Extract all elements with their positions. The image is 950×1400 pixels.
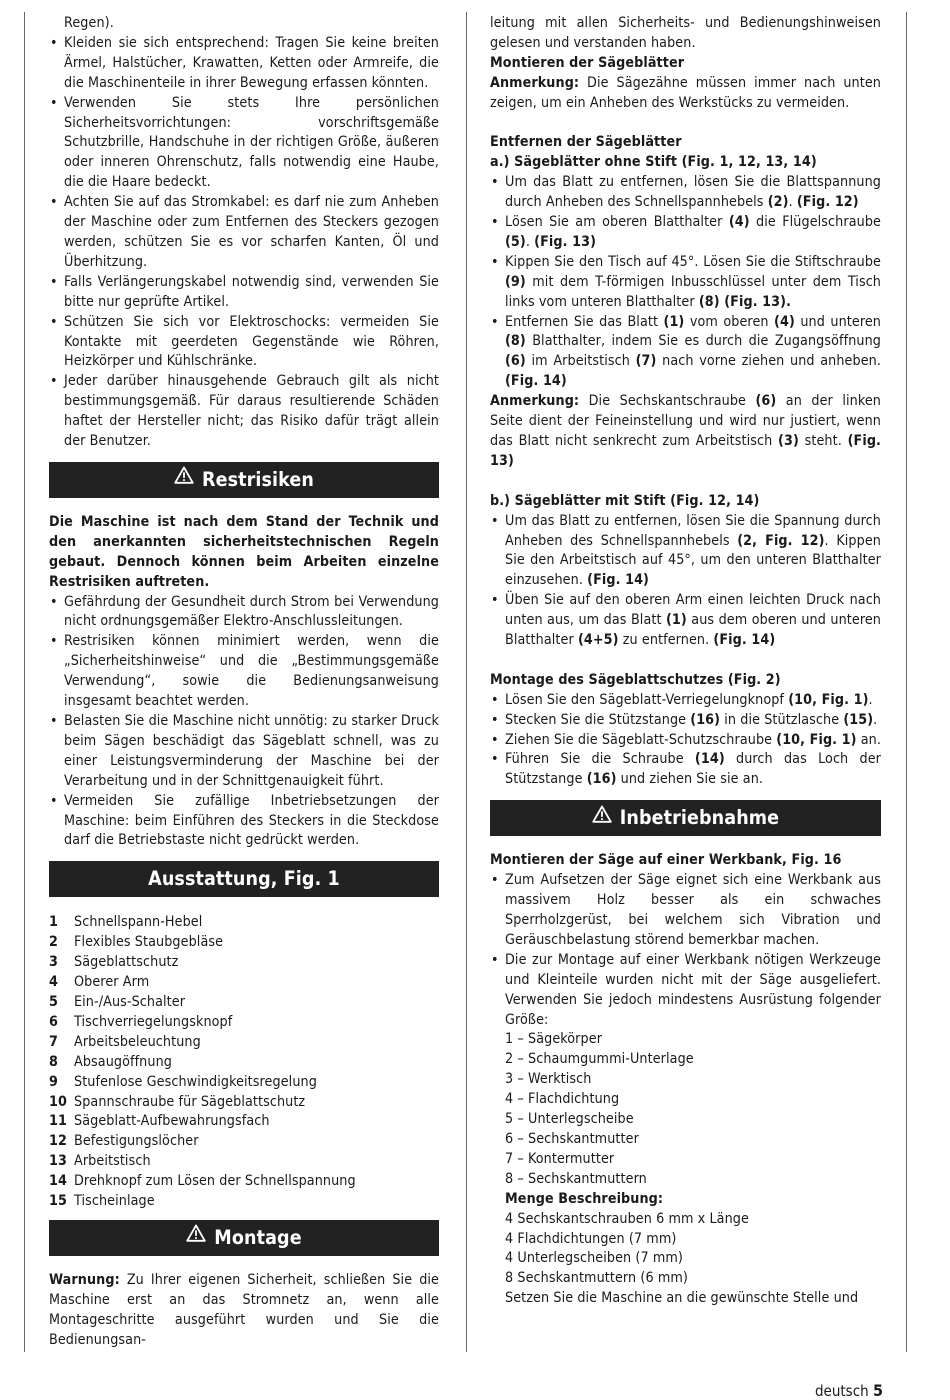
heading-text: Inbetriebnahme xyxy=(619,806,780,830)
list-line: 2 – Schaumgummi-Unterlage xyxy=(505,1051,694,1068)
part-item xyxy=(49,953,439,973)
part-number: 1 xyxy=(49,914,58,931)
list-item: • Vermeiden Sie zufällige Inbetriebsetzungen der Maschine: beim Einführen des Steckers in die Steckdose darf die Betriebstaste nicht gedrückt werden. xyxy=(49,792,439,852)
list-item: • Üben Sie auf den oberen Arm einen leichten Druck nach unten aus, um das Blatt (1) aus dem oberen und unteren Blatthalter (4+5) zu entfernen. (Fig. 14) xyxy=(490,591,881,651)
left-margin-rule xyxy=(24,12,25,1352)
part-number: 10 xyxy=(49,1093,67,1110)
list-line: 1 – Sägekörper xyxy=(505,1031,603,1048)
list-line: 4 Unterlegscheiben (7 mm) xyxy=(505,1250,683,1267)
list-item: • Ziehen Sie die Sägeblatt-Schutzschraube (10, Fig. 1) an. xyxy=(490,731,881,751)
section-heading-ausstattung xyxy=(49,861,439,897)
part-label: Arbeitstisch xyxy=(74,1153,151,1170)
part-label: Spannschraube für Sägeblattschutz xyxy=(74,1093,306,1110)
part-item xyxy=(49,1033,439,1053)
footer-language: deutsch xyxy=(814,1382,869,1400)
list-item: • Die zur Montage auf einer Werkbank nötigen Werkzeuge und Kleinteile wurden nicht mit der Säge ausgeliefert. Verwenden Sie jedoch mindestens Ausrüstung folgender Größe: xyxy=(490,951,881,1031)
column-divider xyxy=(466,12,467,1352)
ohne-stift-steps xyxy=(490,173,881,392)
heading-text: Ausstattung, Fig. 1 xyxy=(148,867,340,891)
list-item: • Jeder darüber hinausgehende Gebrauch gilt als nicht bestimmungsgemäß. Für daraus resultierende Schäden haftet der Hersteller nicht; das Risiko dafür trägt allein der Benutzer. xyxy=(49,372,439,452)
part-number: 13 xyxy=(49,1153,67,1170)
safety-bullet-list xyxy=(49,34,439,452)
part-label: Sägeblattschutz xyxy=(74,954,179,971)
list-item: • Um das Blatt zu entfernen, lösen Sie die Blattspannung durch Anheben des Schnellspannhebels (2). (Fig. 12) xyxy=(490,173,881,213)
list-item: • Achten Sie auf das Stromkabel: es darf nie zum Anheben der Maschine oder zum Entfernen des Steckers gezogen werden, schützen Sie es vor scharfen Kanten, Öl und Überhitzung. xyxy=(49,193,439,273)
list-item: • Entfernen Sie das Blatt (1) vom oberen (4) und unteren (8) Blatthalter, indem Sie es durch die Zugangsöffnung (6) im Arbeitstisch (7) nach vorne ziehen und anheben. (Fig. 14) xyxy=(490,313,881,393)
section-heading-restrisiken xyxy=(49,462,439,498)
paragraph: Regen). xyxy=(64,15,114,31)
part-item xyxy=(49,993,439,1013)
list-item: • Um das Blatt zu entfernen, lösen Sie die Spannung durch Anheben des Schnellspannhebels (2, Fig. 12). Kippen Sie den Arbeitstisch auf 45°, um den unteren Blatthalter einzusehen. (Fig. 14) xyxy=(490,512,881,592)
subheading-ohne-stift: a.) Sägeblätter ohne Stift (Fig. 1, 12, 13, 14) xyxy=(490,154,817,171)
list-line: 8 Sechskantmuttern (6 mm) xyxy=(505,1270,688,1287)
part-number: 8 xyxy=(49,1053,58,1070)
list-item: • Restrisiken können minimiert werden, wenn die „Sicherheitshinweise“ und die „Bestimmungsgemäße Verwendung“, sowie die Bedienungsanweisung insgesamt beachtet werden. xyxy=(49,632,439,712)
part-item xyxy=(49,933,439,953)
heading-text: Restrisiken xyxy=(202,467,314,491)
warnung-paragraph xyxy=(49,1271,439,1351)
list-line: 6 – Sechskantmutter xyxy=(505,1130,639,1147)
subheading-mit-stift: b.) Sägeblätter mit Stift (Fig. 12, 14) xyxy=(490,492,760,509)
subheading-schutz: Montage des Sägeblattschutzes (Fig. 2) xyxy=(490,671,781,688)
anmerkung-text: Die Sägezähne müssen immer nach unten zeigen, um ein Anheben des Werkstücks zu vermeiden. xyxy=(490,74,881,111)
part-item xyxy=(49,1093,439,1113)
page-footer xyxy=(815,1381,883,1400)
restrisiken-intro: Die Maschine ist nach dem Stand der Technik und den anerkannten sicherheitstechnischen Regeln gebaut. Dennoch können beim Arbeiten einzelne Restrisiken auftreten. xyxy=(49,513,439,590)
part-label: Stufenlose Geschwindigkeitsregelung xyxy=(74,1073,317,1090)
menge-heading: Menge Beschreibung: xyxy=(505,1190,664,1207)
restrisiken-bullet-list xyxy=(49,593,439,852)
list-item: • Schützen Sie sich vor Elektroschocks: vermeiden Sie Kontakte mit geerdeten Gegenstände wie Röhren, Heizkörper und Kühlschränke. xyxy=(49,313,439,373)
part-number: 4 xyxy=(49,974,58,991)
part-item xyxy=(49,973,439,993)
part-number: 6 xyxy=(49,1013,58,1030)
list-item: • Gefährdung der Gesundheit durch Strom bei Verwendung nicht ordnungsgemäßer Elektro-Anschlussleitungen. xyxy=(49,593,439,633)
warning-icon xyxy=(186,1218,206,1254)
part-number: 3 xyxy=(49,954,58,971)
part-number: 2 xyxy=(49,934,58,951)
warnung-text: Zu Ihrer eigenen Sicherheit, schließen Sie die Maschine erst an das Stromnetz an, wenn alle Montageschritte ausgeführt wurden und Sie die Bedienungsan- xyxy=(49,1271,439,1348)
list-item: • Zum Aufsetzen der Säge eignet sich eine Werkbank aus massivem Holz besser als ein schwaches Sperrholzgerüst, bei welchem sich Vibration und Geräuschbelastung störend bemerkbar machen. xyxy=(490,871,881,951)
size-list xyxy=(490,1030,881,1189)
list-line: 4 Flachdichtungen (7 mm) xyxy=(505,1230,677,1247)
list-item: • Stecken Sie die Stützstange (16) in die Stützlasche (15). xyxy=(490,711,881,731)
warning-icon xyxy=(174,460,194,496)
list-item: • Lösen Sie am oberen Blatthalter (4) die Flügelschraube (5). (Fig. 13) xyxy=(490,213,881,253)
section-heading-inbetriebnahme xyxy=(490,800,881,836)
right-margin-rule xyxy=(906,12,907,1352)
subheading-entfernen: Entfernen der Sägeblätter xyxy=(490,134,682,151)
part-label: Oberer Arm xyxy=(74,974,150,991)
anmerkung-paragraph: Anmerkung: Die Sechskantschraube (6) an der linken Seite dient der Feineinstellung und wird nur justiert, wenn das Blatt nicht senkrecht zum Arbeitstisch (3) steht. (Fig. 13) xyxy=(490,393,882,469)
list-line: 8 – Sechskantmuttern xyxy=(505,1170,647,1187)
part-item xyxy=(49,1013,439,1033)
part-label: Ein-/Aus-Schalter xyxy=(74,993,186,1010)
part-label: Schnellspann-Hebel xyxy=(74,914,203,931)
part-label: Absaugöffnung xyxy=(74,1053,172,1070)
warnung-label: Warnung: xyxy=(49,1271,120,1288)
part-label: Arbeitsbeleuchtung xyxy=(74,1033,201,1050)
schutz-steps xyxy=(490,691,881,791)
warning-icon xyxy=(592,799,612,835)
subheading-montieren: Montieren der Sägeblätter xyxy=(490,54,685,71)
list-line: Setzen Sie die Maschine an die gewünschte Stelle und xyxy=(505,1290,859,1307)
list-line: 5 – Unterlegscheibe xyxy=(505,1111,634,1128)
anmerkung-paragraph xyxy=(490,74,881,114)
list-item: • Falls Verlängerungskabel notwendig sind, verwenden Sie bitte nur geprüfte Artikel. xyxy=(49,273,439,313)
part-item xyxy=(49,1192,439,1212)
part-item xyxy=(49,1132,439,1152)
part-item xyxy=(49,1053,439,1073)
parts-list xyxy=(49,913,439,1212)
part-number: 12 xyxy=(49,1133,67,1150)
part-number: 15 xyxy=(49,1193,67,1210)
paragraph: leitung mit allen Sicherheits- und Bedienungshinweisen gelesen und verstanden haben. xyxy=(490,15,881,51)
part-number: 7 xyxy=(49,1033,58,1050)
part-label: Tischeinlage xyxy=(74,1193,155,1210)
part-item xyxy=(49,1152,439,1172)
menge-list xyxy=(490,1210,881,1310)
left-column xyxy=(49,14,439,1351)
list-item: • Kippen Sie den Tisch auf 45°. Lösen Sie die Stiftschraube (9) mit dem T-förmigen Inbusschlüssel unter dem Tisch links vom unteren Blatthalter (8) (Fig. 13). xyxy=(490,253,881,313)
part-item xyxy=(49,1073,439,1093)
part-number: 14 xyxy=(49,1173,67,1190)
list-item: • Kleiden sie sich entsprechend: Tragen Sie keine breiten Ärmel, Halstücher, Krawatten, Ketten oder Armreife, die die Maschinenteile in ihrer Bewegung erfassen könnten. xyxy=(49,34,439,94)
list-line: 3 – Werktisch xyxy=(505,1071,592,1088)
list-item: • Lösen Sie den Sägeblatt-Verriegelungknopf (10, Fig. 1). xyxy=(490,691,881,711)
list-line: 4 Sechskantschrauben 6 mm x Länge xyxy=(505,1210,749,1227)
part-number: 5 xyxy=(49,993,58,1010)
list-item: • Belasten Sie die Maschine nicht unnötig: zu starker Druck beim Sägen beschädigt das Sägeblatt schnell, was zu einer Leistungsverminderung der Maschine bei der Verarbeitung und in der Schnittgenauigkeit führt. xyxy=(49,712,439,792)
part-label: Flexibles Staubgebläse xyxy=(74,934,224,951)
list-item: • Verwenden Sie stets Ihre persönlichen Sicherheitsvorrichtungen: vorschriftsgemäße Schutzbrille, Handschuhe in der richtigen Größe, äußeren oder inneren Ohrenschutz, falls notwendig eine Haube, die die Haare bedeckt. xyxy=(49,94,439,194)
part-label: Befestigungslöcher xyxy=(74,1133,199,1150)
page-number: 5 xyxy=(872,1381,883,1400)
list-line: 7 – Kontermutter xyxy=(505,1150,615,1167)
part-label: Sägeblatt-Aufbewahrungsfach xyxy=(74,1113,270,1130)
part-item xyxy=(49,1112,439,1132)
anmerkung-label: Anmerkung: xyxy=(490,74,580,91)
part-item xyxy=(49,1172,439,1192)
part-number: 9 xyxy=(49,1073,58,1090)
list-item: • Führen Sie die Schraube (14) durch das Loch der Stützstange (16) und ziehen Sie sie an. xyxy=(490,750,881,790)
heading-text: Montage xyxy=(214,1225,302,1249)
list-line: 4 – Flachdichtung xyxy=(505,1091,620,1108)
section-heading-montage xyxy=(49,1220,439,1256)
part-label: Drehknopf zum Lösen der Schnellspannung xyxy=(74,1173,356,1190)
werkbank-steps xyxy=(490,871,881,1030)
part-number: 11 xyxy=(49,1113,67,1130)
mit-stift-steps xyxy=(490,512,881,651)
part-label: Tischverriegelungsknopf xyxy=(74,1013,233,1030)
right-column xyxy=(490,14,881,1309)
part-item xyxy=(49,913,439,933)
subheading-werkbank: Montieren der Säge auf einer Werkbank, Fig. 16 xyxy=(490,852,842,869)
